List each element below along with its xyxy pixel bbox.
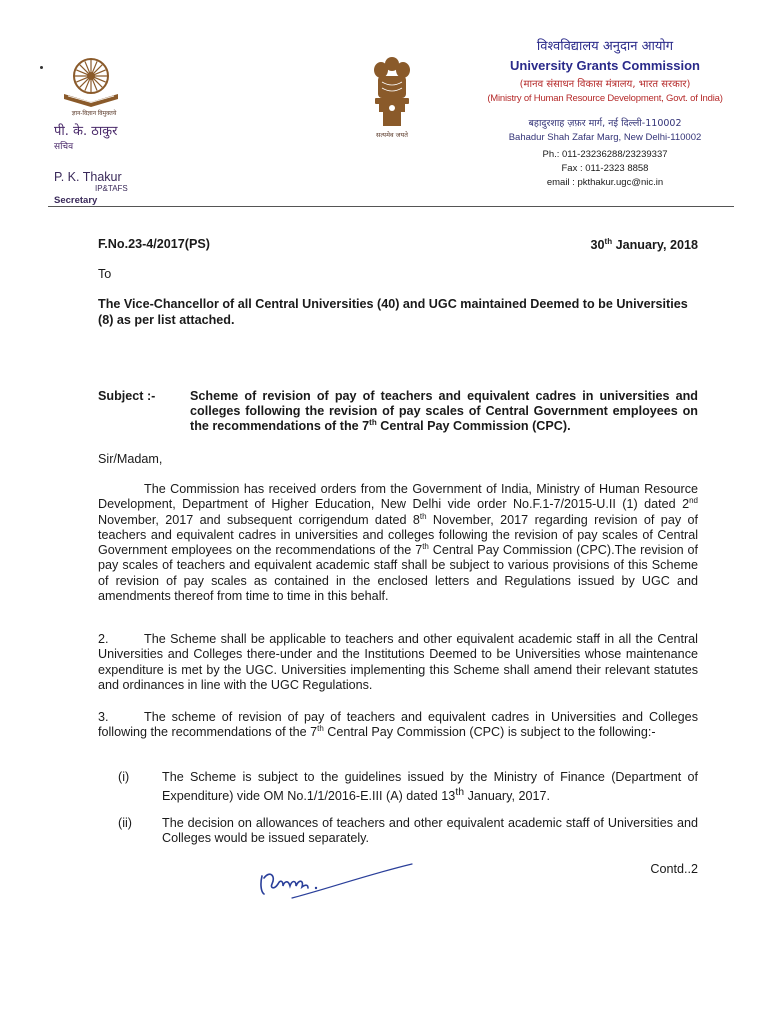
address-english: Bahadur Shah Zafar Marg, New Delhi-110002 [508,132,702,143]
signature-icon [250,854,420,902]
officer-hindi-post: सचिव [54,142,74,152]
list-item [118,816,698,848]
org-name-english: University Grants Commission [510,58,700,73]
list-item-text: The Scheme is subject to the guidelines issued by the Ministry of Finance (Department of Expenditure) vide OM No.1/1/2016-E.III (A) dated 13th January, 2017. [162,770,698,804]
officer-service: IP&TAFS [95,184,128,193]
organization-block [470,36,740,188]
scan-mark [40,66,43,69]
to-label: To [98,267,112,281]
org-name-hindi: विश्वविद्यालय अनुदान आयोग [536,39,674,54]
salutation: Sir/Madam, [98,452,163,466]
ugc-logo-icon [60,52,122,110]
subject-text: Scheme of revision of pay of teachers and equivalent cadres in universities and colleges following the revision of pay scales of Central Government employees on the recommendations of the 7th Central Pay Commission (CPC). [190,389,698,433]
address-hindi: बहादुरशाह ज़फ़र मार्ग, नई दिल्ली-110002 [528,118,682,129]
paragraph-3: 3. The scheme of revision of pay of teachers and equivalent cadres in Universities and Colleges following the recommendations of the 7th Central Pay Commission (CPC) is subject to the following:- [98,710,698,740]
ministry-english: (Ministry of Human Resource Development, Govt. of India) [487,93,723,104]
officer-hindi-name: पी. के. ठाकुर [54,124,118,139]
file-number: F.No.23-4/2017(PS) [98,237,210,251]
letterhead-divider [48,206,734,207]
list-item-number: (i) [118,770,130,784]
paragraph-1: The Commission has received orders from the Government of India, Ministry of Human Resource Development, Department of Higher Education, New Delhi vide order No.F.1-7/2015-U.II (1) dated 2nd November, 2017 and subsequent corrigendum dated 8th November, 2017 regarding revision of pay of teachers and equivalent cadres in universities and colleges following the revision of pay scales of Central Government employees on the recommendations of the 7th Central Pay Commission (CPC).The revision of pay scales of teachers and equivalent academic staff shall be subject to various provisions of this Scheme of revision of pay scales as contained in the enclosed letters and Regulations issued by UGC and amendments thereof from time to time in this behalf. [98,482,698,604]
list-item-number: (ii) [118,816,132,830]
email: email : pkthakur.ugc@nic.in [546,177,664,188]
phone: Ph.: 011-23236288/23239337 [542,149,668,160]
logo-motto: ज्ञान-विज्ञान विमुक्तये [71,111,117,117]
letterhead [0,0,768,215]
officer-post: Secretary [54,195,98,206]
addressee: The Vice-Chancellor of all Central Universities (40) and UGC maintained Deemed to be Universities (8) as per list attached. [98,297,688,327]
national-emblem-icon [370,52,414,130]
fax: Fax : 011-2323 8858 [561,163,649,174]
list-item-text: The decision on allowances of teachers and other equivalent academic staff of Universities and Colleges would be issued separately. [162,816,698,846]
ministry-hindi: (मानव संसाधन विकास मंत्रालय, भारत सरकार) [519,79,691,90]
continued-marker: Contd..2 [650,862,698,876]
letter-date: 30th January, 2018 [590,237,698,253]
emblem-motto: सत्यमेव जयते [376,131,408,139]
paragraph-2: 2. The Scheme shall be applicable to teachers and other equivalent academic staff in all the Central Universities and Colleges there-under and the Institutions Deemed to be Universities whose maintenance expenditure is met by the UGC. Universities implementing this Scheme shall amend their relevant statutes and ordinances in line with the UGC Regulations. [98,632,698,692]
subject-label: Subject :- [98,389,156,403]
list-item [118,770,698,802]
officer-name: P. K. Thakur [54,170,122,184]
